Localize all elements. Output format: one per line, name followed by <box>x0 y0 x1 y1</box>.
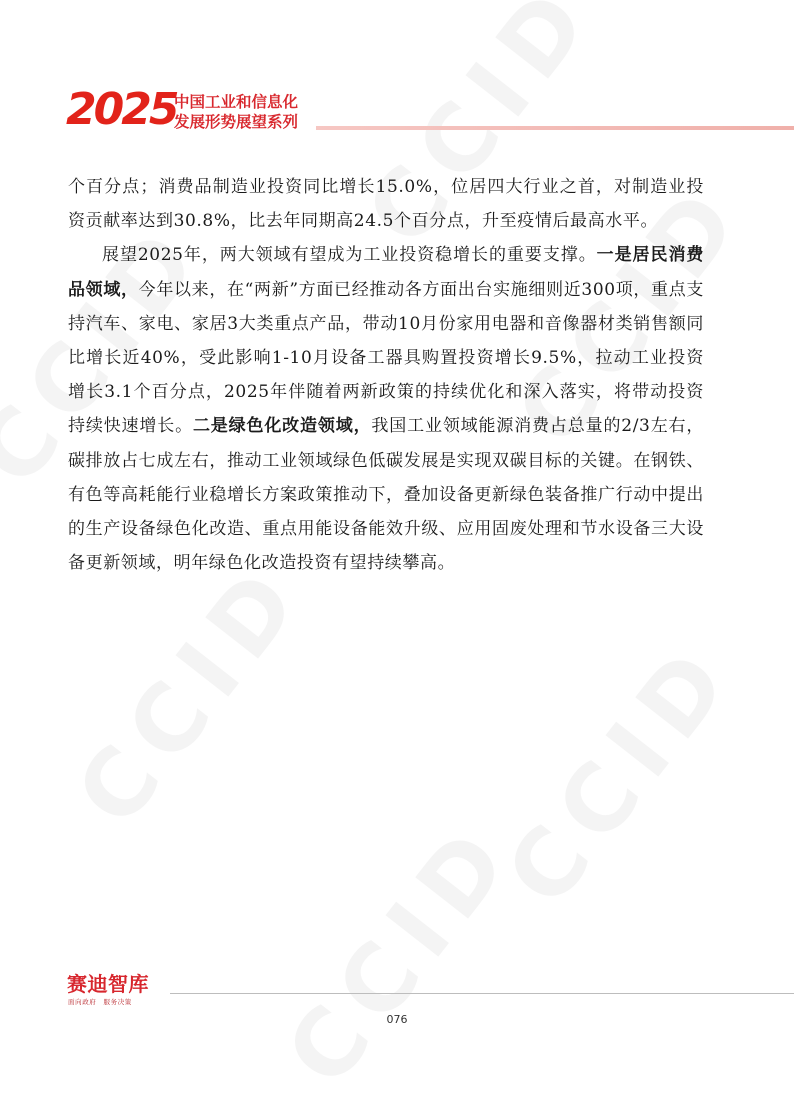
page-number: 076 <box>386 1013 408 1026</box>
series-title-line2: 发展形势展望系列 <box>174 113 299 131</box>
ccid-think-tank-logo: 赛迪智库 <box>67 972 149 996</box>
footer-divider <box>170 993 794 994</box>
body-text <box>68 170 704 580</box>
paragraph-2-intro: 展望2025年，两大领域有望成为工业投资稳增长的重要支撑。 <box>102 245 597 266</box>
year-logo: 2025 <box>66 84 177 135</box>
watermark-ccid <box>486 622 756 926</box>
footer-slogan: 面向政府 服务决策 <box>68 998 132 1006</box>
highlight-consumer-goods: 一是居民消费品领域， <box>68 245 704 300</box>
series-title-line1: 中国工业和信息化 <box>174 93 299 111</box>
paragraph-2-consumer-text: 今年以来，在“两新”方面已经推动各方面出台实施细则近300项，重点支持汽车、家电、家居3大类重点产品，带动10月份家用电器和音像器材类销售额同比增长近40%，受此影响1-10月设备工器具购置投资增长9.5%，拉动工业投资增长3.1个百分点，2025年伴随着两新政策的持续优化和深入落实，将带动投资持续快速增长。 <box>68 279 704 437</box>
page-header <box>66 84 794 138</box>
paragraph-2-green-text: 我国工业领域能源消费占总量的2/3左右，碳排放占七成左右，推动工业领域绿色低碳发展是实现双碳目标的关键。在钢铁、有色等高耗能行业稳增长方案政策推动下，叠加设备更新绿色装备推广行动中提出的生产设备绿色化改造、重点用能设备能效升级、应用固废处理和节水设备三大设备更新领域，明年绿色化改造投资有望持续攀高。 <box>68 416 704 574</box>
watermark-ccid <box>266 802 536 1105</box>
paragraph-2 <box>68 238 704 580</box>
watermark-ccid <box>56 542 326 846</box>
header-divider <box>316 126 794 130</box>
series-title <box>174 92 298 132</box>
highlight-green-transformation: 二是绿色化改造领域， <box>192 416 372 437</box>
paragraph-1: 个百分点；消费品制造业投资同比增长15.0%，位居四大行业之首，对制造业投资贡献率达到30.8%，比去年同期高24.5个百分点，升至疫情后最高水平。 <box>68 177 704 232</box>
